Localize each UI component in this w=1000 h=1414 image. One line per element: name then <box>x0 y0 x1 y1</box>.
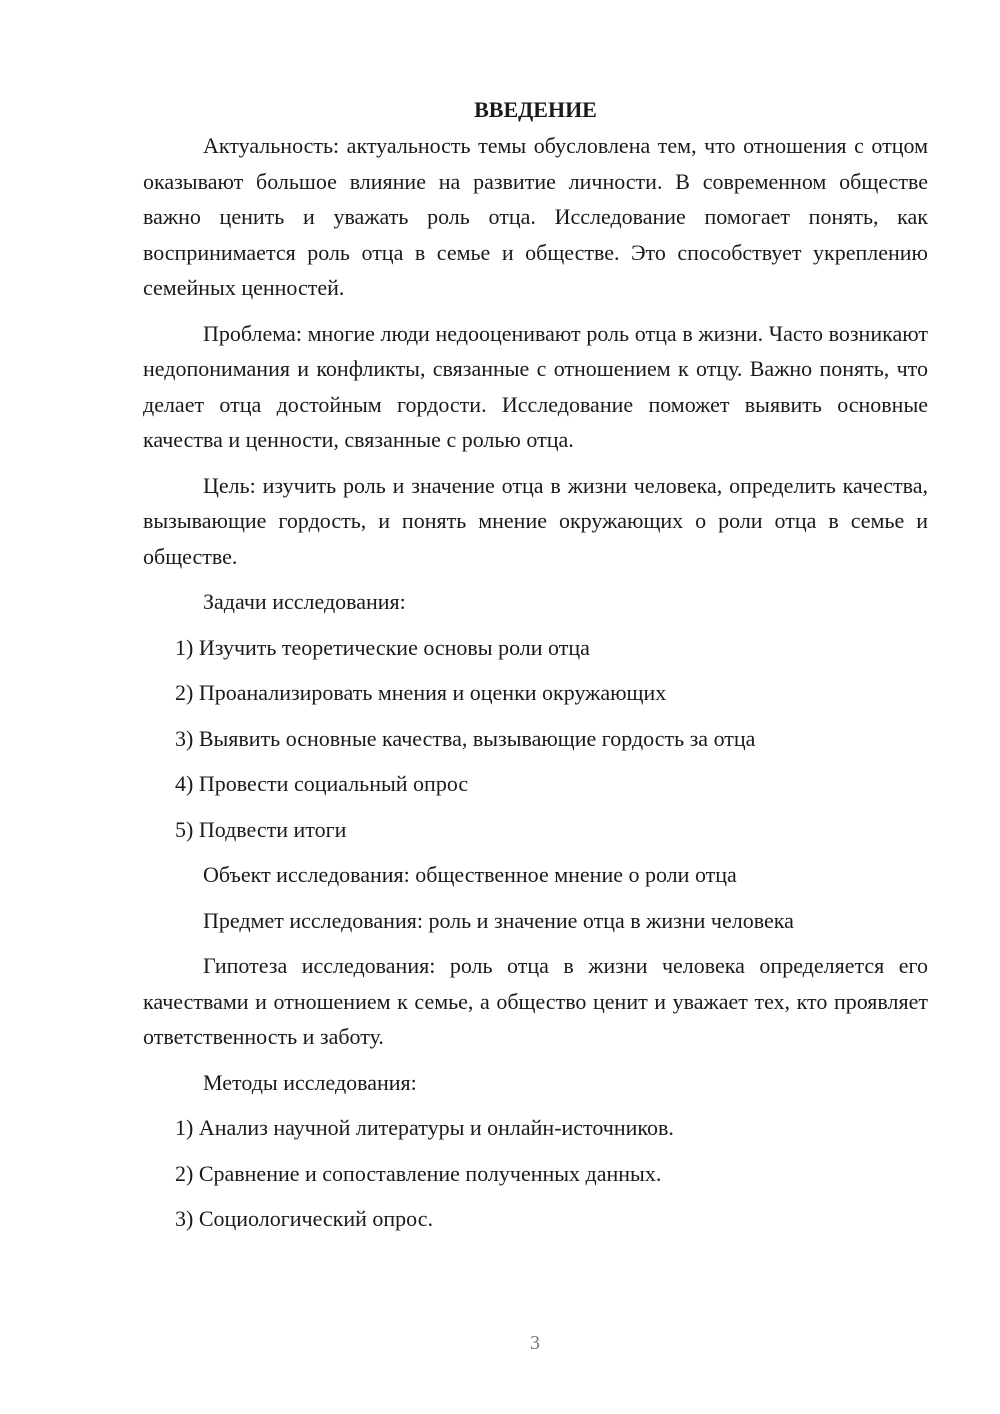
list-item: 3) Выявить основные качества, вызывающие гордость за отца <box>175 725 756 751</box>
list-item: 1) Изучить теоретические основы роли отца <box>175 634 590 660</box>
research-object: Объект исследования: общественное мнение о роли отца <box>203 862 737 887</box>
research-hypothesis: Гипотеза исследования: роль отца в жизни человека определяется его качествами и отношением к семье, а общество ценит и уважает тех, кто проявляет ответственность и заботу. <box>143 953 928 1049</box>
page-number: 3 <box>530 1332 540 1354</box>
paragraph-goal: Цель: изучить роль и значение отца в жизни человека, определить качества, вызывающие гордость, и понять мнение окружающих о роли отца в семье и обществе. <box>143 472 928 569</box>
list-item: 4) Провести социальный опрос <box>175 771 469 796</box>
list-item: 5) Подвести итоги <box>175 816 347 842</box>
document-page <box>143 92 928 1247</box>
list-item: 1) Анализ научной литературы и онлайн-источников. <box>175 1115 674 1140</box>
paragraph-problem: Проблема: многие люди недооценивают роль отца в жизни. Часто возникают недопонимания и конфликты, связанные с отношением к отцу. Важно понять, что делает отца достойным гордости. Исследование поможет выявить основные качества и ценности, связанные с ролью отца. <box>143 320 928 452</box>
tasks-list <box>143 630 928 848</box>
methods-heading: Методы исследования: <box>203 1069 417 1095</box>
research-subject: Предмет исследования: роль и значение отца в жизни человека <box>203 907 794 933</box>
methods-list <box>143 1110 928 1237</box>
list-item: 2) Проанализировать мнения и оценки окружающих <box>175 680 667 705</box>
list-item: 2) Сравнение и сопоставление полученных данных. <box>175 1160 662 1186</box>
section-title: ВВЕДЕНИЕ <box>474 97 597 122</box>
paragraph-relevance: Актуальность: актуальность темы обусловлена тем, что отношения с отцом оказывают большое влияние на развитие личности. В современном обществе важно ценить и уважать роль отца. Исследование помогает понять, как воспринимается роль отца в семье и обществе. Это способствует укреплению семейных ценностей. <box>143 133 928 300</box>
tasks-heading: Задачи исследования: <box>203 589 406 614</box>
list-item: 3) Социологический опрос. <box>175 1206 433 1231</box>
